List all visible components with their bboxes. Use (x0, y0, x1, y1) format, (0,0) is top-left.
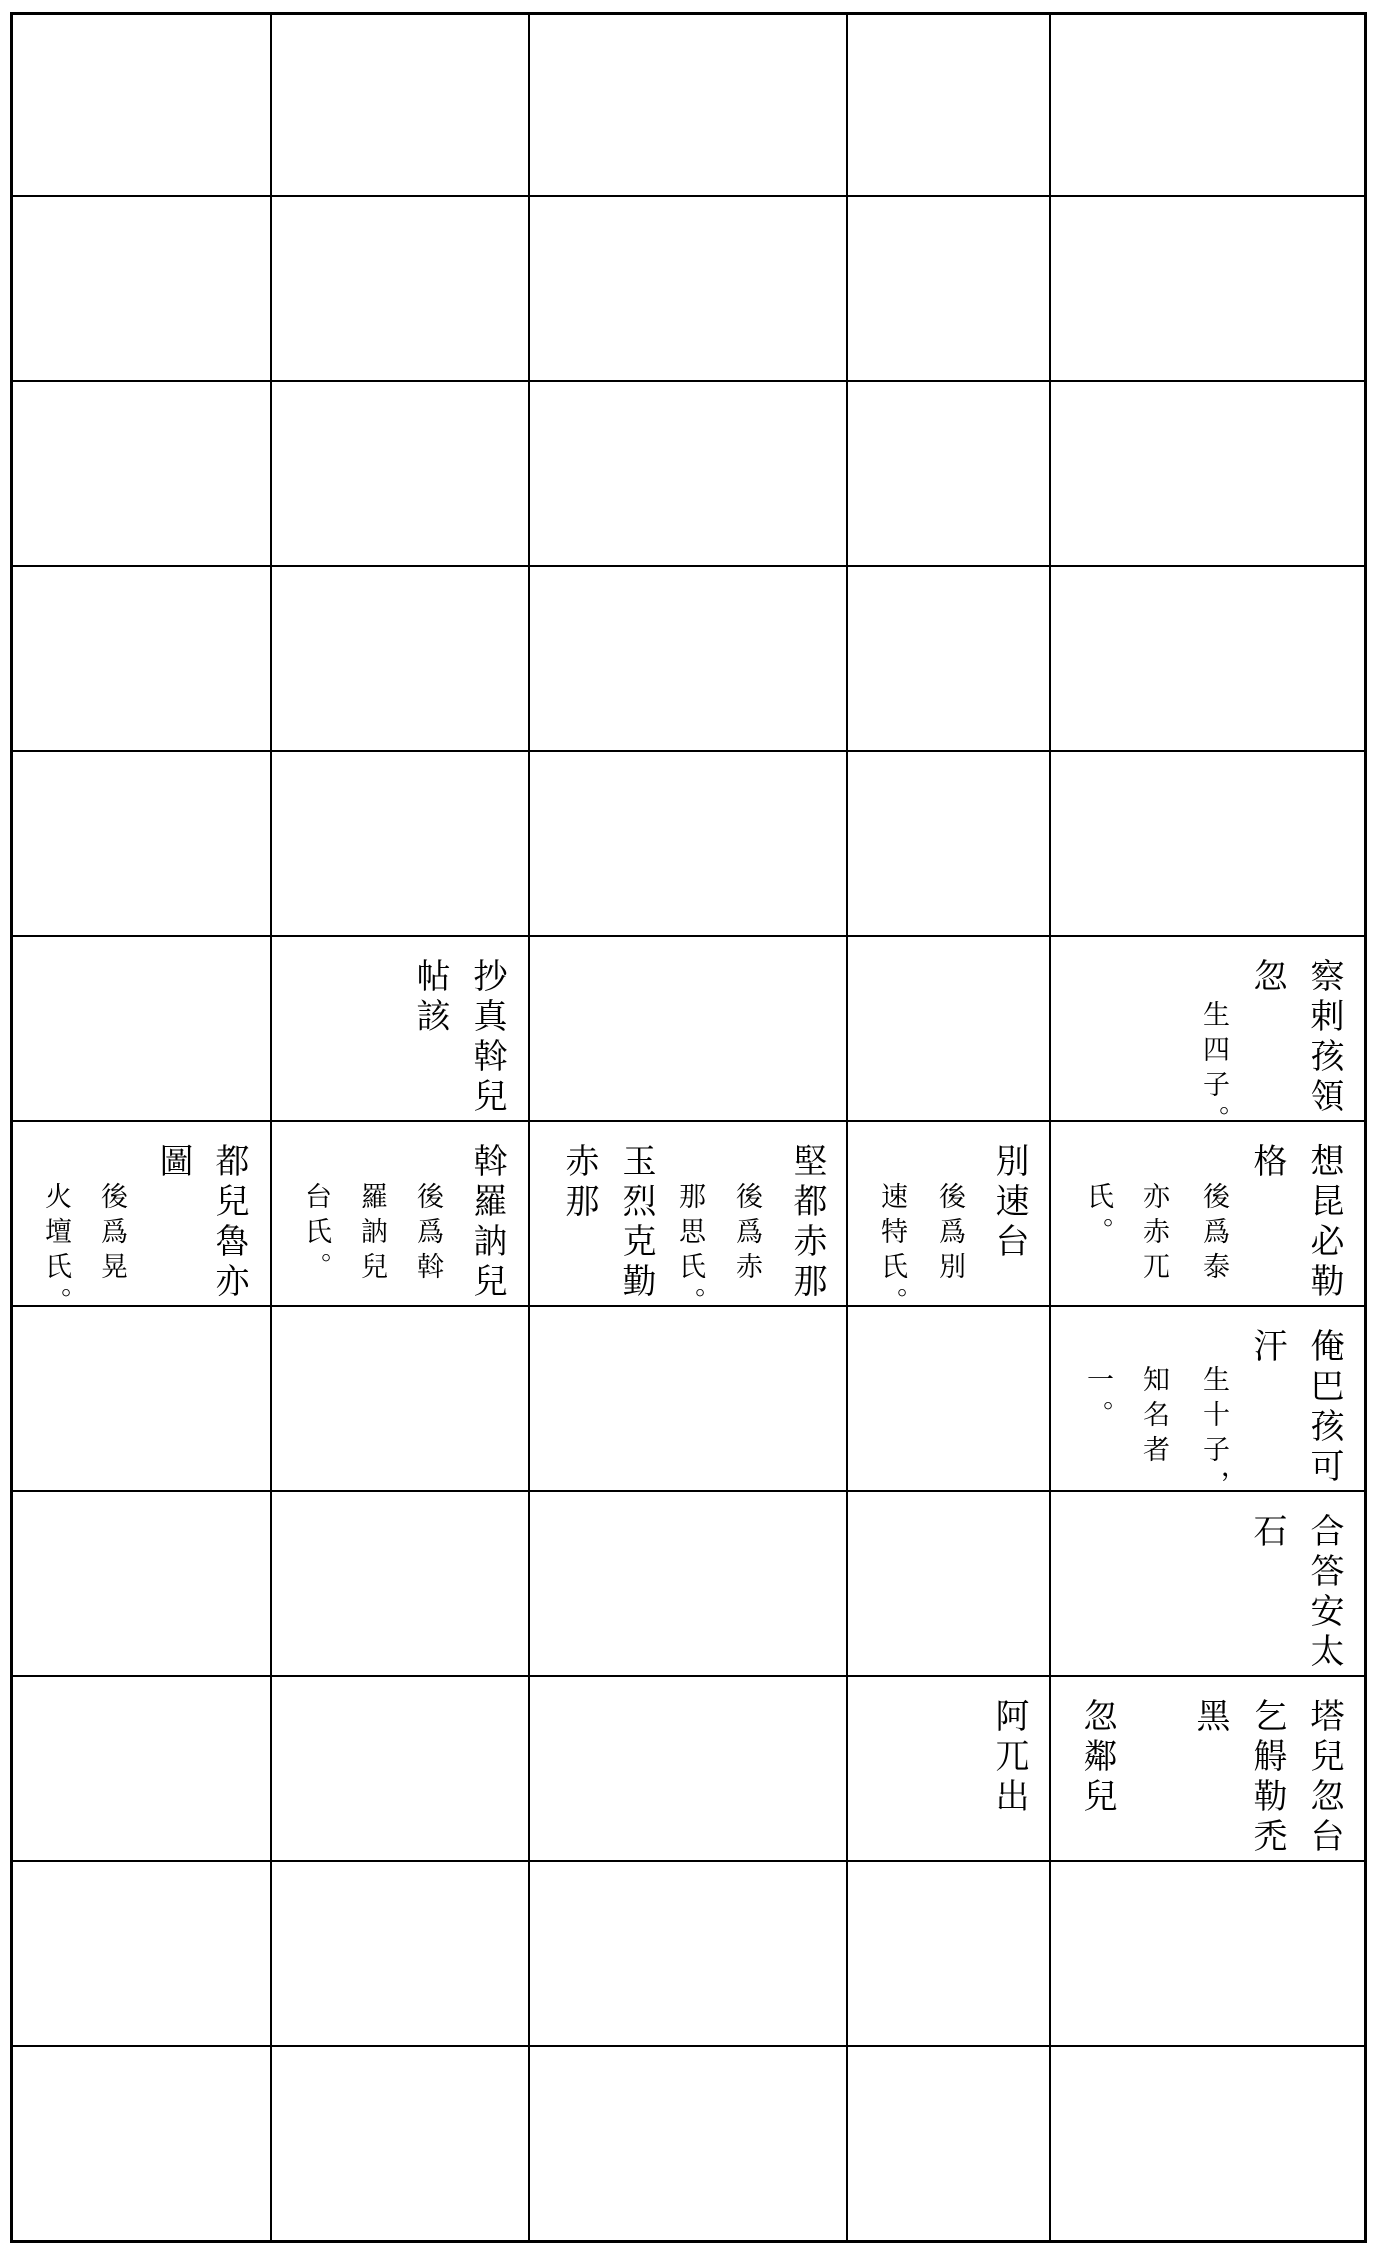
column-divider (846, 12, 848, 2243)
cell-name: 察剌孩領 (1304, 958, 1344, 1118)
row-divider (10, 935, 1367, 937)
cell-note: 羅訥兒 (356, 1182, 387, 1287)
column-divider (1049, 12, 1051, 2243)
cell-note: 一。 (1082, 1365, 1113, 1435)
cell-note: 後爲別 (934, 1182, 965, 1287)
row-divider (10, 380, 1367, 382)
row-divider (10, 1675, 1367, 1677)
cell-note: 後爲泰 (1198, 1182, 1229, 1287)
row-divider (10, 1860, 1367, 1862)
row-divider (10, 565, 1367, 567)
cell-name: 玉烈克勤 (616, 1143, 656, 1303)
row-divider (10, 195, 1367, 197)
cell-subname: 格 (1247, 1143, 1287, 1183)
cell-note: 後爲晃 (96, 1182, 127, 1287)
table-frame (10, 12, 1367, 2243)
cell-subname: 汗 (1247, 1328, 1287, 1368)
cell-note: 生十子， (1198, 1365, 1229, 1505)
cell-name: 忽鄰兒 (1077, 1698, 1117, 1818)
cell-name: 合答安太 (1304, 1513, 1344, 1673)
cell-name: 赤那 (559, 1143, 599, 1223)
row-divider (10, 2045, 1367, 2047)
cell-subname: 石 (1247, 1513, 1287, 1553)
cell-note: 後爲斡 (412, 1182, 443, 1287)
cell-name: 塔兒忽台 (1304, 1698, 1344, 1858)
cell-name: 想昆必勒 (1304, 1143, 1344, 1303)
cell-note: 台氏。 (300, 1182, 331, 1287)
cell-name: 都兒魯亦 (209, 1143, 249, 1303)
cell-note: 氏。 (1082, 1182, 1113, 1252)
cell-name: 俺巴孩可 (1304, 1328, 1344, 1488)
cell-name: 別速台 (989, 1143, 1029, 1263)
cell-subname: 帖該 (410, 958, 450, 1038)
cell-note: 亦赤兀 (1138, 1182, 1169, 1287)
cell-subname: 黑 (1190, 1698, 1230, 1738)
cell-note: 速特氏。 (876, 1182, 907, 1322)
column-divider (270, 12, 272, 2243)
cell-name: 乞䚟勒禿 (1247, 1698, 1287, 1858)
column-divider (528, 12, 530, 2243)
row-divider (10, 1120, 1367, 1122)
cell-name: 斡羅訥兒 (467, 1143, 507, 1303)
row-divider (10, 1490, 1367, 1492)
cell-note: 後爲赤 (731, 1182, 762, 1287)
cell-note: 知名者 (1138, 1365, 1169, 1470)
cell-note: 那思氏。 (674, 1182, 705, 1322)
cell-subname: 圖 (153, 1143, 193, 1183)
cell-subname: 忽 (1247, 958, 1287, 998)
cell-name: 抄真斡兒 (467, 958, 507, 1118)
cell-note: 火壇氏。 (40, 1182, 71, 1322)
cell-name: 堅都赤那 (787, 1143, 827, 1303)
cell-note: 生四子。 (1198, 1000, 1229, 1140)
cell-name: 阿兀出 (989, 1698, 1029, 1818)
row-divider (10, 750, 1367, 752)
